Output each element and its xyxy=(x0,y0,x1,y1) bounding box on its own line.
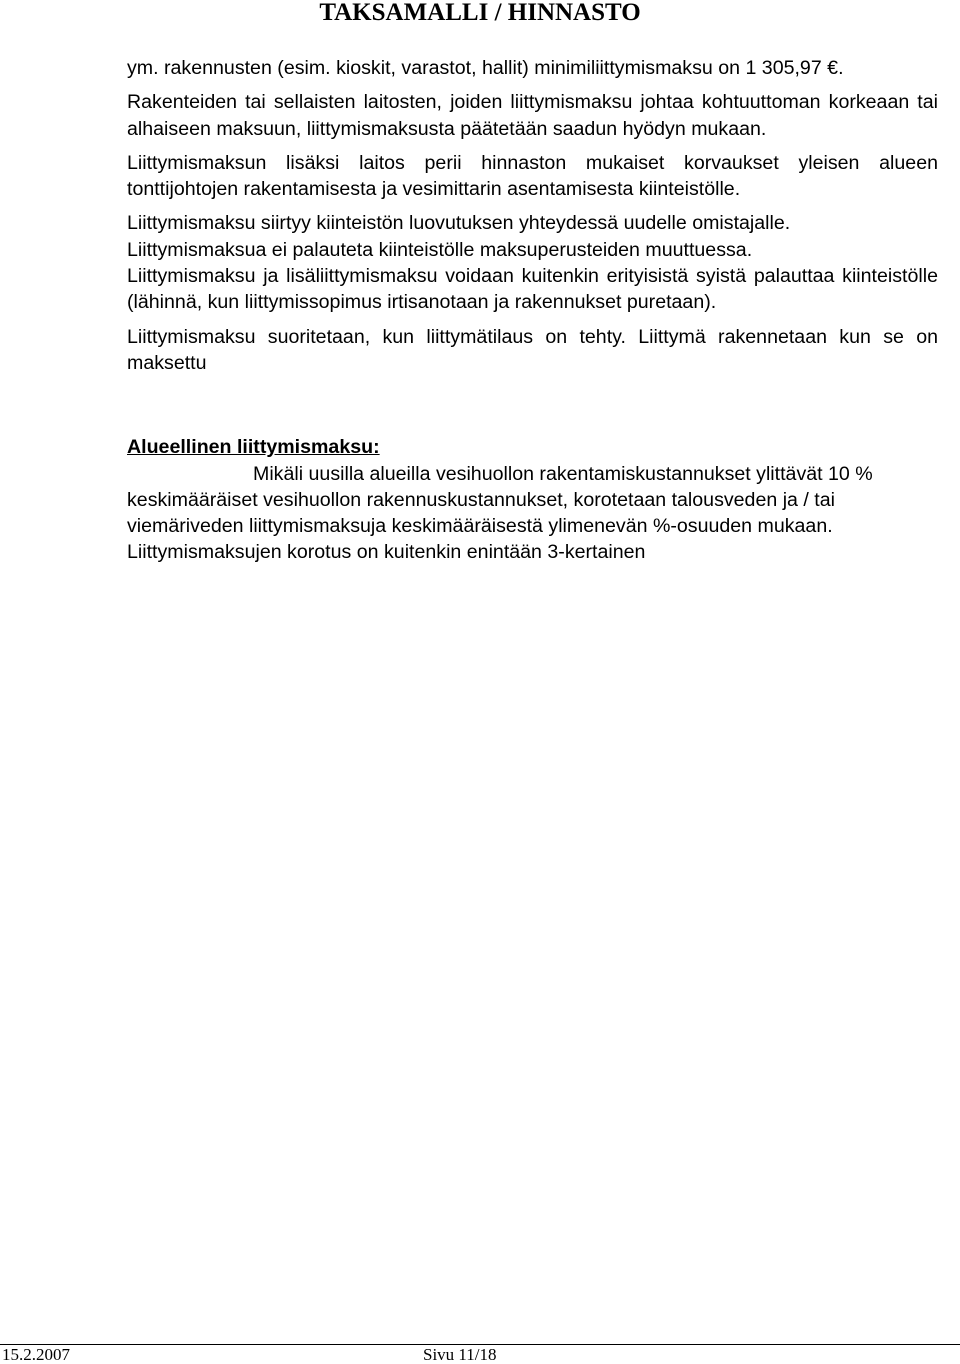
paragraph-special-structures: Rakenteiden tai sellaisten laitosten, joiden liittymismaksu johtaa kohtuuttoman korkeaan tai alhaiseen maksuun, liittymismaksusta päätetään saadun hyödyn mukaan. xyxy=(127,91,938,140)
paragraph-payment: Liittymismaksu suoritetaan, kun liittymätilaus on tehty. Liittymä rakennetaan kun se on maksettu xyxy=(127,325,938,374)
paragraph-no-refund: Liittymismaksua ei palauteta kiinteistölle maksuperusteiden muuttuessa. xyxy=(127,238,753,261)
paragraph-minimum-fee: ym. rakennusten (esim. kioskit, varastot, hallit) minimiliittymismaksu on 1 305,97 €. xyxy=(127,57,844,79)
paragraph-additional-charges: Liittymismaksun lisäksi laitos perii hinnaston mukaiset korvaukset yleisen alueen tonttijohtojen rakentamisesta ja vesimittarin asentamisesta kiinteistölle. xyxy=(127,151,938,201)
paragraph-regional-fee: Mikäli uusilla alueilla vesihuollon rakentamiskustannukset ylittävät 10 % keskimääräiset vesihuollon rakennuskustannukset, korotetaan talousveden ja / tai viemäriveden liittymismaksuja keskimääräisestä ylimenevän %-osuuden mukaan. Liittymismaksujen korotus on kuitenkin enintään 3-kertainen xyxy=(127,462,873,564)
document-body xyxy=(127,55,938,566)
paragraph-refund-exceptions: Liittymismaksu ja lisäliittymismaksu voidaan kuitenkin erityisistä syistä palauttaa kiinteistölle (lähinnä, kun liittymissopimus irtisanotaan ja rakennukset puretaan). xyxy=(127,265,938,314)
section-title-regional-fee: Alueellinen liittymismaksu: xyxy=(127,436,380,459)
paragraph-fee-transfer: Liittymismaksu siirtyy kiinteistön luovutuksen yhteydessä uudelle omistajalle. xyxy=(127,212,791,235)
page-header-title: TAKSAMALLI / HINNASTO xyxy=(319,0,641,26)
footer-date: 15.2.2007 xyxy=(2,1345,70,1364)
footer-page-number: Sivu 11/18 xyxy=(423,1345,497,1364)
